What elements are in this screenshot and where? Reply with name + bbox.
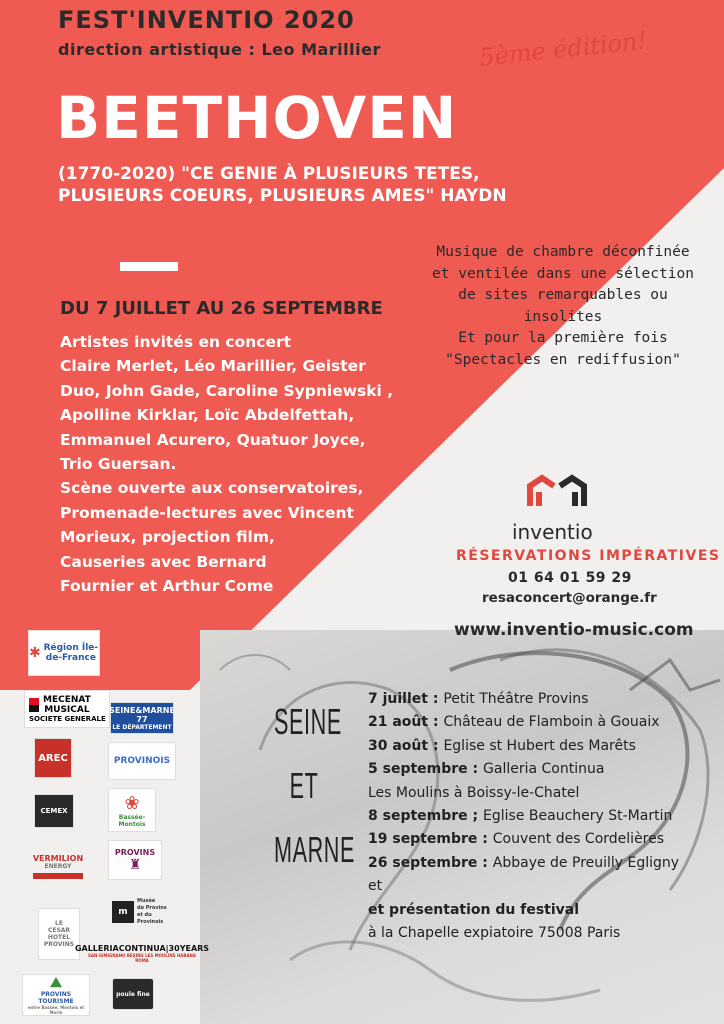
description-line: Et pour la première fois <box>458 330 668 347</box>
poule-fine-logo: poule fine <box>112 978 154 1010</box>
musee-provins-logo: m Musée de Provins et du Provinois <box>108 890 174 934</box>
inventio-logo-icon <box>522 468 592 514</box>
edition-label: 5ème édition! <box>478 26 649 72</box>
concert-schedule <box>368 688 679 945</box>
artistic-direction: direction artistique : Leo Marillier <box>58 40 381 59</box>
artists-line: Trio Guersan. <box>60 455 177 474</box>
artists-line: Emmanuel Acurero, Quatuor Joyce, <box>60 430 366 449</box>
seine-et-marne-logo: SEINE&MARNE 77 LE DÉPARTEMENT <box>110 702 174 734</box>
description-line: Musique de chambre déconfinée <box>436 244 690 260</box>
inventio-brand: inventio <box>512 520 593 544</box>
region-line: MARNE <box>274 829 356 870</box>
decorative-bar <box>120 262 178 271</box>
description-line: de sites remarquables ou <box>458 287 668 304</box>
region-idf-logo: ✱ Région Île-de-France <box>28 630 100 676</box>
provinois-logo: PROVINOIS <box>108 742 176 780</box>
website-link[interactable]: www.inventio-music.com <box>454 620 694 640</box>
reservations-notice: RÉSERVATIONS IMPÉRATIVES <box>456 548 721 564</box>
festival-title: FEST'INVENTIO 2020 <box>58 6 355 34</box>
schedule-item: 5 septembre : Galleria Continua <box>368 761 605 778</box>
artists-line: Artistes invités en concert <box>60 333 292 351</box>
phone-number[interactable]: 01 64 01 59 29 <box>508 570 632 586</box>
artists-line: Duo, John Gade, Caroline Sypniewski , <box>60 381 394 400</box>
festival-dates: DU 7 JUILLET AU 26 SEPTEMBRE <box>60 298 383 319</box>
schedule-item: 21 août : Château de Flamboin à Gouaix <box>368 714 660 731</box>
provins-logo: PROVINS ♜ <box>108 840 162 880</box>
description-line: insolites <box>523 308 603 325</box>
artists-list <box>60 330 393 598</box>
schedule-item: et <box>368 878 383 895</box>
description-line: "Spectacles en rediffusion" <box>445 351 681 368</box>
schedule-item: 7 juillet : Petit Théâtre Provins <box>368 691 589 707</box>
artists-line: Claire Merlet, Léo Marillier, Geister <box>60 357 366 376</box>
region-line: SEINE <box>274 701 342 742</box>
festival-description <box>404 242 722 372</box>
artists-line: Causeries avec Bernard <box>60 552 267 571</box>
schedule-item: et présentation du festival <box>368 901 580 918</box>
schedule-item: 19 septembre : Couvent des Cordelières <box>368 831 665 848</box>
schedule-item: 8 septembre ; Eglise Beauchery St-Martin <box>368 808 673 825</box>
arec-logo: AREC <box>34 738 72 778</box>
email-link[interactable]: resaconcert@orange.fr <box>482 590 657 606</box>
composer-title: BEETHOVEN <box>56 84 458 152</box>
schedule-item: à la Chapelle expiatoire 75008 Paris <box>368 925 621 942</box>
mecenat-musical-logo: MECENAT MUSICAL SOCIETE GENERALE <box>24 690 110 728</box>
schedule-item: 26 septembre : Abbaye de Preuilly Egligny <box>368 854 680 871</box>
quote-line-2: PLUSIEURS COEURS, PLUSIEURS AMES" HAYDN <box>58 186 507 206</box>
vermilion-logo: VERMILION ENERGY <box>30 848 86 884</box>
schedule-item: Les Moulins à Boissy-le-Chatel <box>368 784 580 801</box>
cesar-hotel-logo: LE CESAR HOTEL PROVINS <box>38 908 80 960</box>
cemex-logo: CEMEX <box>34 794 74 828</box>
artists-line: Scène ouverte aux conservatoires, <box>60 479 364 498</box>
artists-line: Fournier et Arthur Come <box>60 577 274 596</box>
schedule-item: 30 août : Eglise st Hubert des Marêts <box>368 737 636 754</box>
region-line: ET <box>289 765 319 806</box>
galleria-continua-logo: GALLERIACONTINUA|30YEARS SAN GIMIGNANO BEIJING LES MOULINS HABANA ROMA <box>74 943 210 963</box>
seine-et-marne-title <box>274 690 356 882</box>
description-line: et ventilée dans une sélection <box>432 265 694 282</box>
artists-line: Morieux, projection film, <box>60 528 275 547</box>
provins-tourisme-logo: ⛰ PROVINS TOURISME entre Bassée, Montois et Morin <box>22 974 90 1016</box>
artists-line: Apolline Kirklar, Loïc Abdelfettah, <box>60 406 355 425</box>
bassee-montois-logo: ❀ Bassée-Montois <box>108 788 156 832</box>
quote-line-1: (1770-2020) "CE GENIE À PLUSIEURS TETES, <box>58 164 480 184</box>
artists-line: Promenade-lectures avec Vincent <box>60 503 354 522</box>
